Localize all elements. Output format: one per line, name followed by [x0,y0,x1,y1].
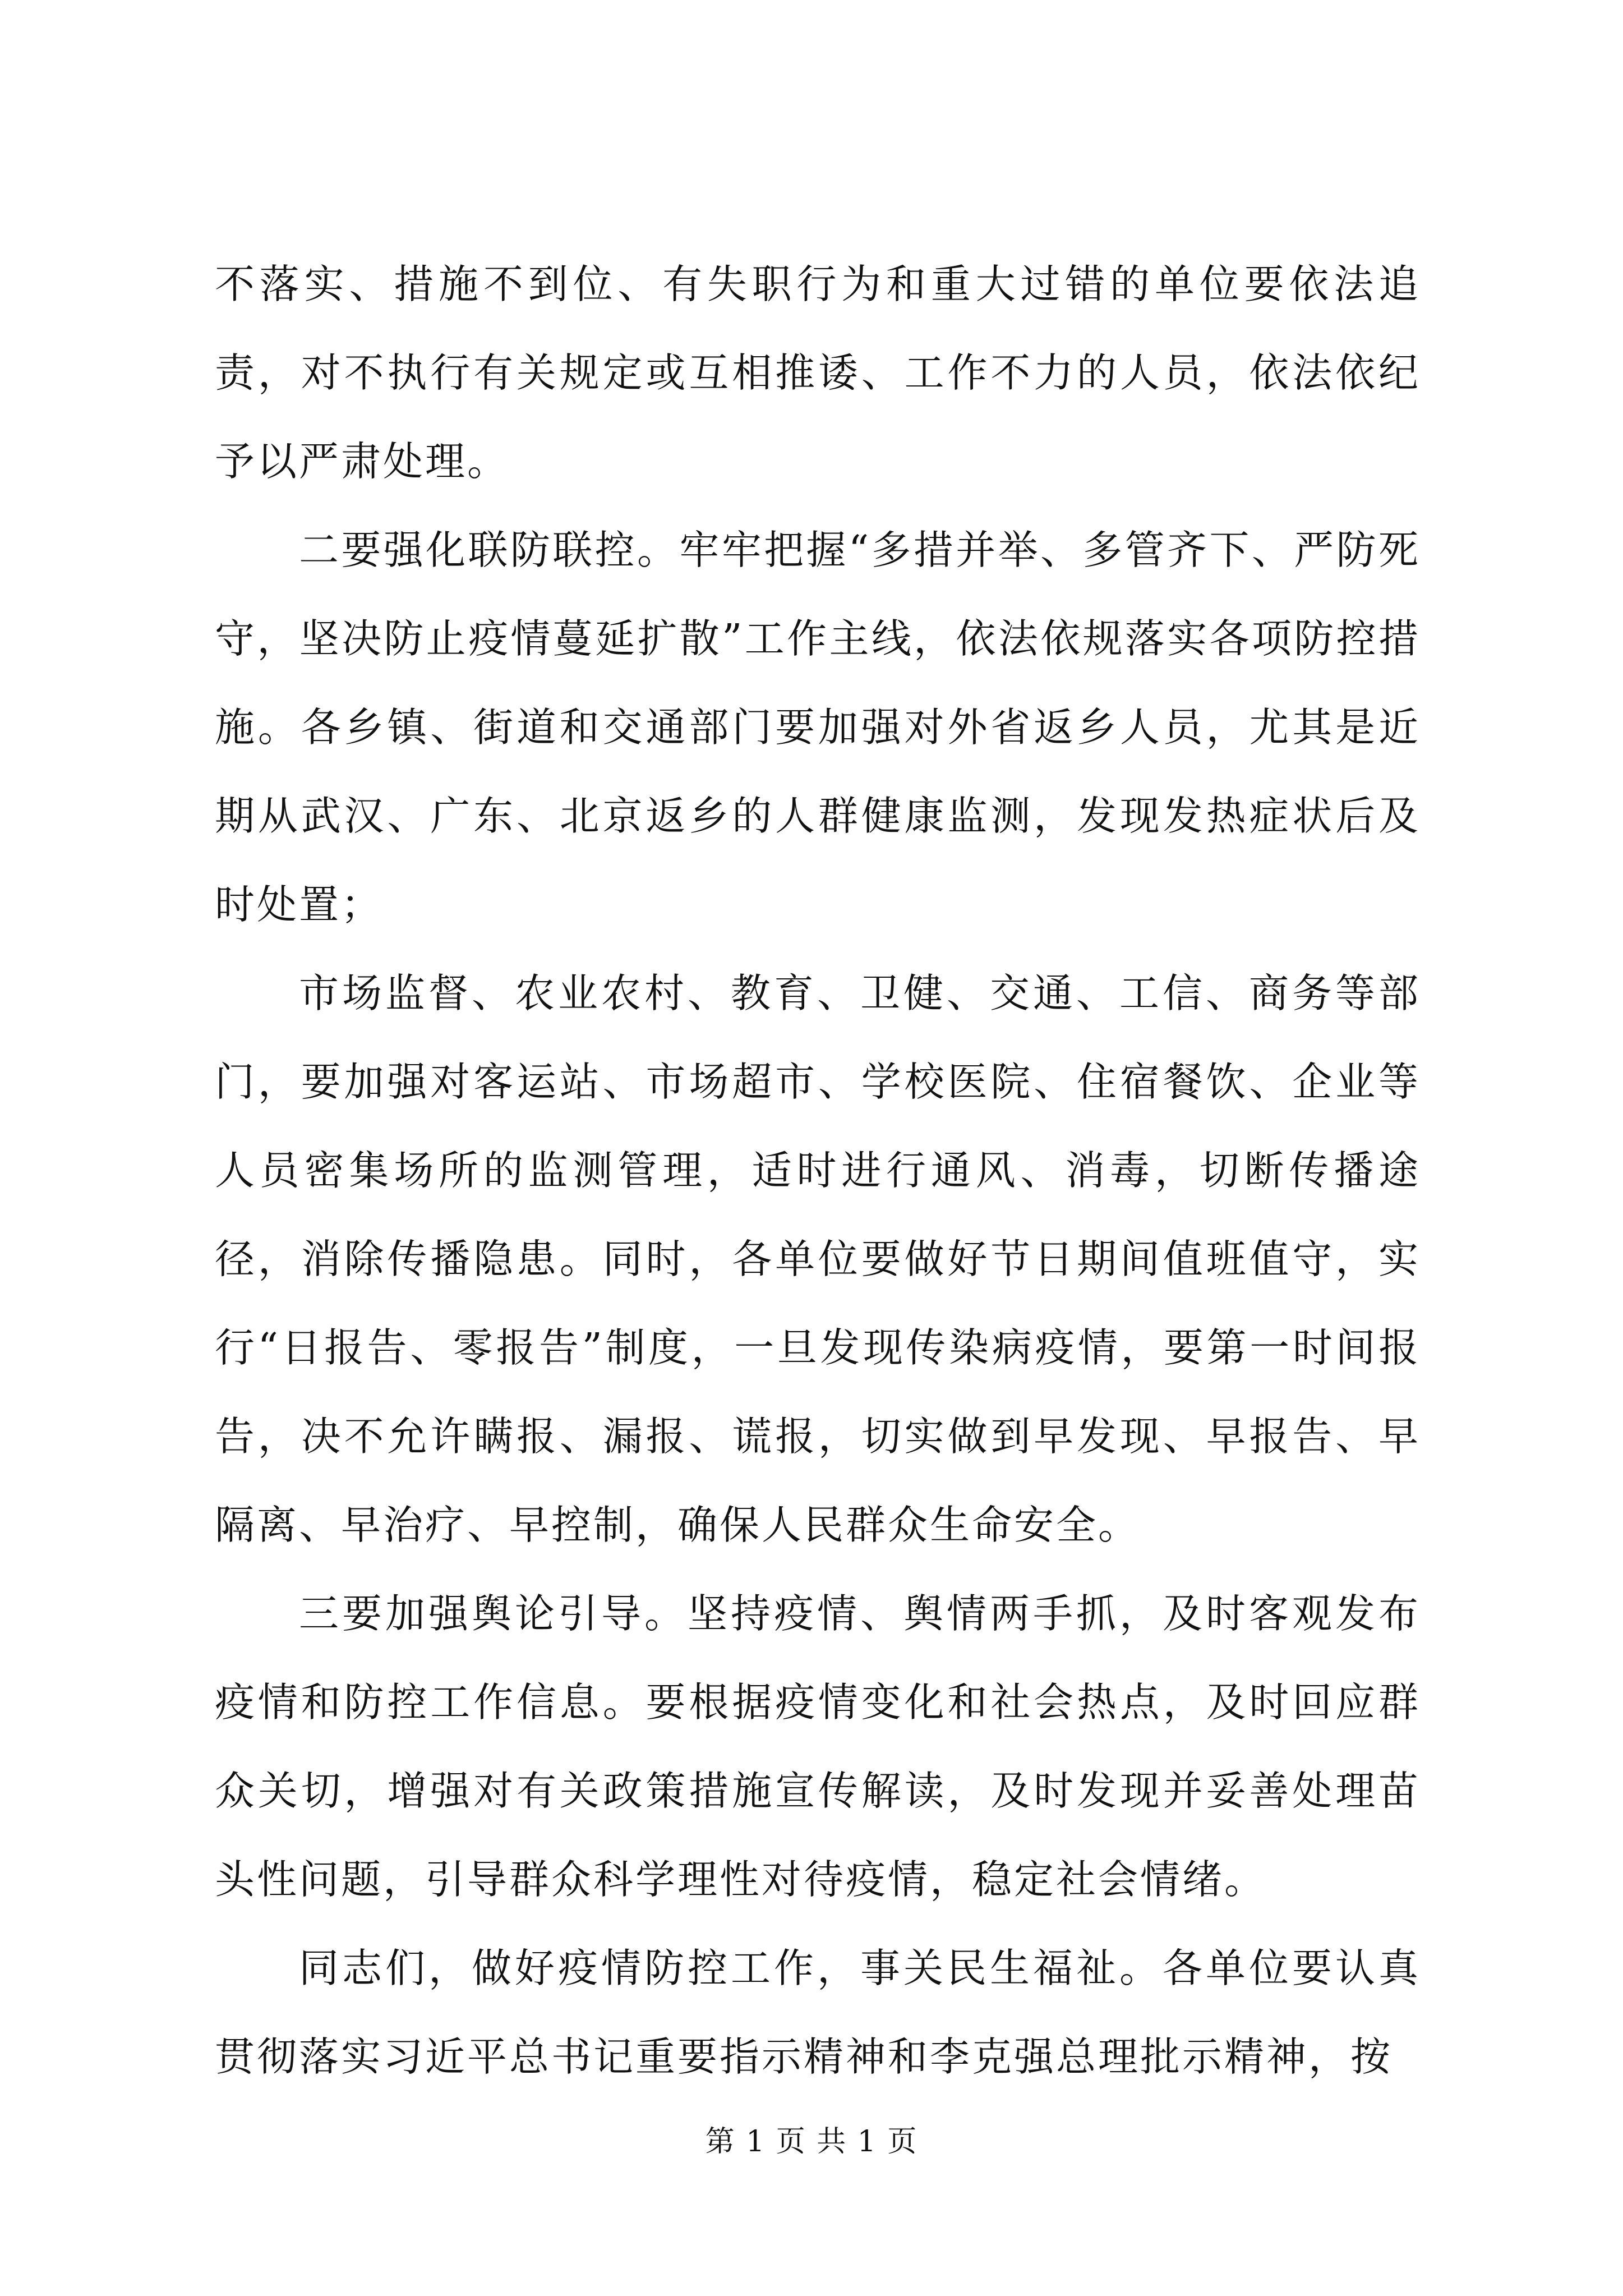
document-body [215,240,1421,2101]
paragraph-3: 市场监督、农业农村、教育、卫健、交通、工信、商务等部门，要加强对客运站、市场超市、学校医院、住宿餐饮、企业等人员密集场所的监测管理，适时进行通风、消毒，切断传播途径，消除传播隐患。同时，各单位要做好节日期间值班值守，实行“日报告、零报告”制度，一旦发现传染病疫情，要第一时间报告，决不允许瞒报、漏报、谎报，切实做到早发现、早报告、早隔离、早治疗、早控制，确保人民群众生命安全。 [215,970,1421,1548]
paragraph-2: 二要强化联防联控。牢牢把握“多措并举、多管齐下、严防死守，坚决防止疫情蔓延扩散”工作主线，依法依规落实各项防控措施。各乡镇、街道和交通部门要加强对外省返乡人员，尤其是近期从武汉、广东、北京返乡的人群健康监测，发现发热症状后及时处置； [215,527,1421,928]
paragraph-4: 三要加强舆论引导。坚持疫情、舆情两手抓，及时客观发布疫情和防控工作信息。要根据疫情变化和社会热点，及时回应群众关切，增强对有关政策措施宣传解读，及时发现并妥善处理苗头性问题，引导群众科学理性对待疫情，稳定社会情绪。 [215,1590,1421,1903]
page-footer: 第 1 页 共 1 页 [705,2125,918,2159]
paragraph-1: 不落实、措施不到位、有失职行为和重大过错的单位要依法追责，对不执行有关规定或互相推诿、工作不力的人员，依法依纪予以严肃处理。 [215,261,1421,485]
paragraph-5: 同志们，做好疫情防控工作，事关民生福祉。各单位要认真贯彻落实习近平总书记重要指示精神和李克强总理批示精神，按 [215,1945,1421,2080]
